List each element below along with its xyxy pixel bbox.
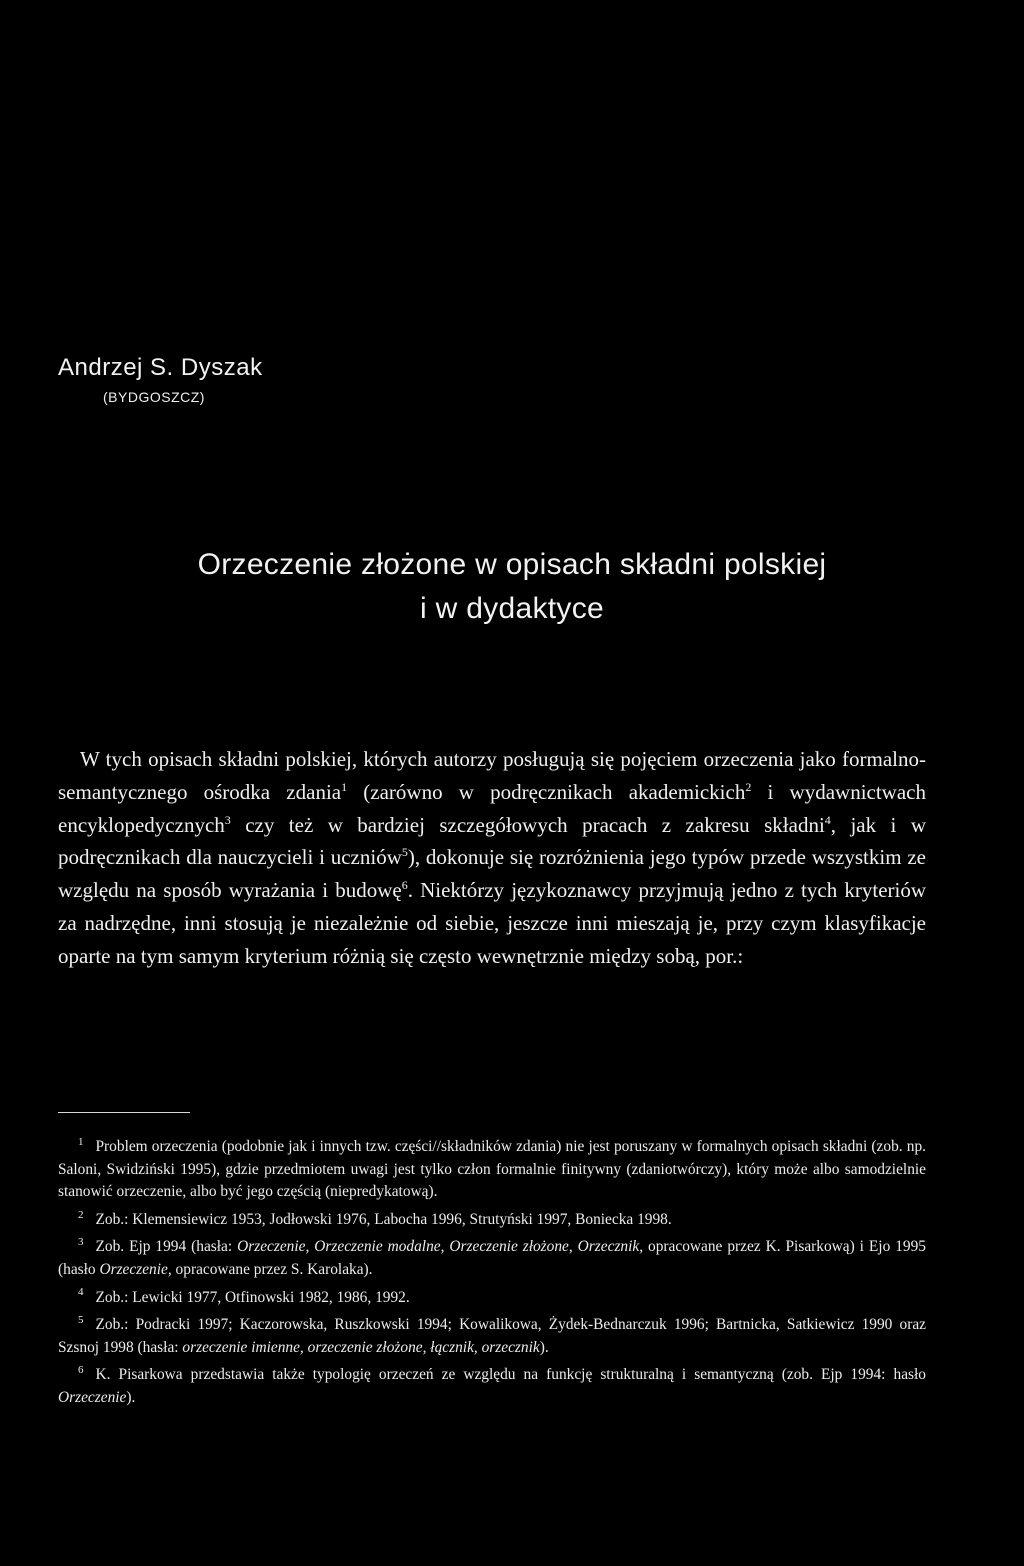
- footnote-ref-1[interactable]: 1: [341, 779, 348, 794]
- footnote-number: 2: [78, 1208, 84, 1221]
- footnote-6: [58, 1364, 926, 1409]
- footnotes: [58, 1136, 926, 1415]
- footnote-italic: Orzeczenie, Orzeczenie modalne, Orzeczenie złożone, Orzecznik,: [237, 1238, 644, 1256]
- body-text-part: i wydawnictwach encyklopedycznych: [58, 779, 926, 837]
- footnote-text: Zob.: Klemensiewicz 1953, Jodłowski 1976, Labocha 1996, Strutyński 1997, Boniecka 1998.: [95, 1210, 672, 1228]
- footnote-4: [58, 1287, 926, 1310]
- footnote-ref-4[interactable]: 4: [824, 812, 831, 827]
- footnote-number: 6: [78, 1364, 84, 1377]
- footnote-5: [58, 1314, 926, 1359]
- footnote-text: Problem orzeczenia (podobnie jak i innych tzw. części//składników zdania) nie jest poruszany w formalnych opisach składni (zob. np. Saloni, Swidziński 1995), gdzie przedmiotem uwagi jest tylko człon formalnie finitywny (zdaniotwórczy), który może albo samodzielnie stanowić orzeczenie, albo być jego częścią (niepredykatową).: [58, 1138, 926, 1201]
- footnote-2: [58, 1209, 926, 1232]
- body-text-part: ), dokonuje się rozróżnienia jego typów przede wszystkim ze względu na sposób wyrażania i budowę: [58, 845, 926, 903]
- footnote-number: 3: [78, 1236, 84, 1249]
- footnote-number: 1: [78, 1135, 84, 1148]
- footnote-text: Zob.: Lewicki 1977, Otfinowski 1982, 1986, 1992.: [95, 1288, 410, 1306]
- article-title-line-1: Orzeczenie złożone w opisach składni polskiej: [197, 548, 827, 581]
- footnote-italic: orzeczenie imienne, orzeczenie złożone, łącznik, orzecznik: [182, 1338, 540, 1356]
- footnote-divider: [58, 1112, 190, 1113]
- body-text-part: W tych opisach składni polskiej, których autorzy posługują się pojęciem orzeczenia jako formalno-semantycznego ośrodka zdania: [58, 747, 926, 804]
- body-paragraph: [58, 743, 926, 973]
- body-text-part: , jak i w podręcznikach dla nauczycieli i uczniów: [58, 812, 926, 870]
- footnote-text: K. Pisarkowa przedstawia także typologię orzeczeń ze względu na funkcję strukturalną i semantyczną (zob. Ejp 1994: hasło: [95, 1366, 926, 1384]
- footnote-ref-6[interactable]: 6: [401, 878, 408, 893]
- body-text-part: (zarówno w podręcznikach akademickich: [347, 779, 746, 804]
- footnote-ref-5[interactable]: 5: [401, 845, 408, 860]
- footnote-text: opracowane przez K. Pisarkową) i Ejo 1995 (hasło: [58, 1238, 926, 1278]
- footnote-text: Zob. Ejp 1994 (hasła:: [95, 1238, 238, 1256]
- footnote-ref-3[interactable]: 3: [224, 812, 231, 827]
- footnote-1: [58, 1136, 926, 1204]
- footnote-text: opracowane przez S. Karolaka).: [171, 1260, 373, 1278]
- footnote-text: Zob.: Podracki 1997; Kaczorowska, Ruszkowski 1994; Kowalikowa, Żydek-Bednarczuk 1996; Bartnicka, Satkiewicz 1990 oraz Szsnoj 1998 (hasła:: [58, 1316, 926, 1356]
- article-title-line-2: i w dydaktyce: [420, 592, 604, 625]
- footnote-italic: Orzeczenie: [58, 1388, 127, 1406]
- body-text-part: . Niektórzy językoznawcy przyjmują jedno z tych kryteriów za nadrzędne, inni stosują je niezależnie od siebie, jeszcze inni mieszają je, przy czym klasyfikacje oparte na tym samym kryterium różnią się często wewnętrznie między sobą, por.:: [58, 878, 927, 968]
- footnote-ref-2[interactable]: 2: [745, 779, 752, 794]
- footnote-text: ).: [126, 1388, 136, 1406]
- author-name: Andrzej S. Dyszak: [58, 354, 263, 381]
- footnote-number: 4: [78, 1286, 84, 1299]
- footnote-3: [58, 1236, 926, 1281]
- body-text-part: czy też w bardziej szczegółowych pracach z zakresu składni: [230, 812, 825, 837]
- footnote-number: 5: [78, 1314, 84, 1327]
- footnote-text: ).: [539, 1338, 549, 1356]
- article-title: [58, 543, 966, 631]
- footnote-italic: Orzeczenie,: [99, 1260, 172, 1278]
- author-affiliation: (BYDGOSZCZ): [103, 389, 205, 405]
